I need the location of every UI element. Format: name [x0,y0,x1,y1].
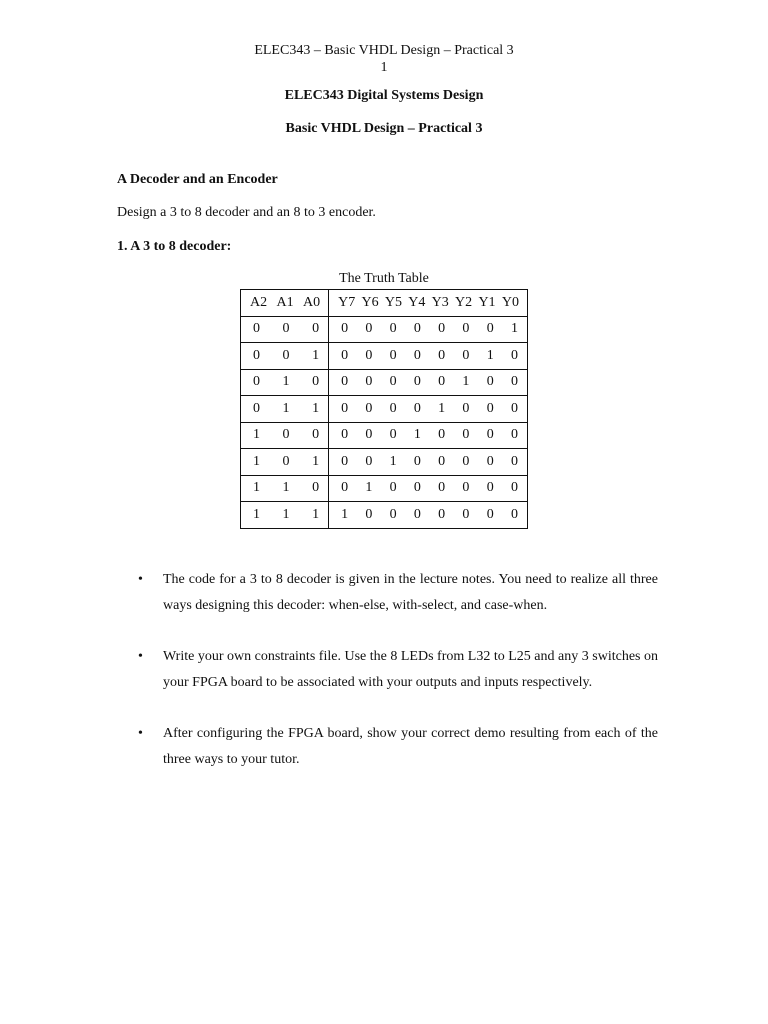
output-bit: 0 [365,400,373,416]
output-bit: 1 [486,347,494,363]
output-values-cell [329,369,528,396]
input-values-cell [241,369,329,396]
output-header-label: Y5 [384,294,402,310]
output-bit: 0 [389,506,397,522]
input-bit: 0 [312,480,320,496]
output-bit: 0 [462,453,470,469]
output-header-label: Y6 [361,294,379,310]
output-bit: 0 [486,400,494,416]
output-bit: 0 [486,480,494,496]
output-bit: 0 [510,427,518,443]
input-header-cell [241,290,329,317]
input-bit: 0 [312,427,320,443]
output-bit: 0 [341,374,349,390]
output-values-cell [329,449,528,476]
bullet-icon: • [138,649,143,664]
output-bit: 0 [341,400,349,416]
output-bit: 0 [389,374,397,390]
instruction-item [138,721,658,773]
input-header-label: A2 [250,294,268,310]
instruction-item [138,567,658,619]
output-bit: 0 [486,427,494,443]
input-values-cell [241,396,329,423]
instruction-text: Write your own constraints file. Use the 8 LEDs from L32 to L25 and any 3 switches on your FPGA board to be associated with your outputs and inputs respectively. [163,649,658,690]
document-title: ELEC343 Digital Systems Design [284,88,484,103]
output-values-cell [329,396,528,423]
input-bit: 0 [253,374,260,390]
truth-table-row [241,475,528,502]
instruction-text: The code for a 3 to 8 decoder is given in the lecture notes. You need to realize all three ways designing this decoder: when-else, with-select, and case-when. [163,572,658,613]
instruction-text: After configuring the FPGA board, show your correct demo resulting from each of the three ways to your tutor. [163,726,658,767]
output-bit: 0 [413,321,421,337]
input-bit: 1 [282,506,290,522]
input-bit: 1 [312,453,320,469]
input-bit: 0 [282,347,290,363]
output-bit: 0 [510,400,518,416]
document-subtitle: Basic VHDL Design – Practical 3 [285,121,483,136]
output-bit: 0 [365,347,373,363]
output-bit: 0 [389,400,397,416]
truth-table-header-row [241,290,528,317]
output-bit: 0 [341,480,349,496]
input-values-cell [241,343,329,370]
output-values-cell [329,422,528,449]
input-bit: 0 [312,374,320,390]
output-bit: 0 [462,347,470,363]
input-bit: 1 [253,453,260,469]
input-bit: 1 [253,427,260,443]
output-bit: 0 [365,321,373,337]
bullet-icon: • [138,726,143,741]
input-values-cell [241,502,329,529]
input-bit: 1 [312,400,320,416]
input-bit: 0 [253,400,260,416]
input-header-label: A0 [302,294,321,310]
output-bit: 0 [413,506,421,522]
output-bit: 0 [510,480,518,496]
output-bit: 0 [413,480,421,496]
truth-table-row [241,343,528,370]
output-bit: 0 [486,374,494,390]
input-bit: 0 [282,427,290,443]
input-bit: 1 [312,506,320,522]
output-bit: 0 [438,347,446,363]
input-bit: 0 [282,453,290,469]
output-bit: 0 [341,321,349,337]
output-bit: 0 [510,453,518,469]
output-values-cell [329,502,528,529]
output-bit: 1 [413,427,421,443]
input-header-label: A1 [276,294,294,310]
input-bit: 1 [253,506,260,522]
output-bit: 0 [365,374,373,390]
input-bit: 1 [282,400,290,416]
input-values-cell [241,475,329,502]
truth-table [240,289,528,529]
page-header: ELEC343 – Basic VHDL Design – Practical 3 [254,43,514,58]
output-bit: 0 [438,480,446,496]
output-bit: 1 [365,480,373,496]
input-values-cell [241,316,329,343]
output-values-cell [329,316,528,343]
input-bit: 0 [312,321,320,337]
output-bit: 0 [413,374,421,390]
output-bit: 0 [462,400,470,416]
output-bit: 0 [413,347,421,363]
output-bit: 0 [413,453,421,469]
output-values-cell [329,343,528,370]
instructions-list [138,567,658,773]
output-bit: 0 [510,506,518,522]
output-bit: 0 [341,427,349,443]
output-bit: 0 [486,506,494,522]
input-bit: 1 [282,374,290,390]
input-bit: 0 [253,347,260,363]
output-bit: 0 [438,374,446,390]
output-bit: 0 [365,506,373,522]
output-bit: 0 [341,453,349,469]
output-bit: 0 [389,480,397,496]
output-bit: 0 [438,321,446,337]
instruction-item [138,644,658,696]
bullet-icon: • [138,572,143,587]
output-bit: 0 [510,374,518,390]
input-bit: 1 [282,480,290,496]
output-bit: 0 [438,453,446,469]
output-bit: 0 [438,506,446,522]
output-header-label: Y3 [431,294,449,310]
page-number: 1 [380,60,388,75]
output-bit: 0 [462,480,470,496]
input-values-cell [241,449,329,476]
output-bit: 0 [486,321,494,337]
truth-table-row [241,316,528,343]
output-header-label: Y2 [455,294,473,310]
output-bit: 0 [389,347,397,363]
input-bit: 0 [282,321,290,337]
output-bit: 1 [389,453,397,469]
input-values-cell [241,422,329,449]
output-bit: 0 [510,347,518,363]
truth-table-row [241,422,528,449]
output-bit: 0 [389,427,397,443]
output-bit: 0 [365,453,373,469]
subsection-heading: 1. A 3 to 8 decoder: [117,239,232,254]
output-header-label: Y0 [501,294,519,310]
output-bit: 0 [389,321,397,337]
output-bit: 0 [341,347,349,363]
input-bit: 0 [253,321,260,337]
output-bit: 1 [510,321,518,337]
truth-table-row [241,396,528,423]
section-intro: Design a 3 to 8 decoder and an 8 to 3 encoder. [117,205,376,220]
output-bit: 0 [462,427,470,443]
output-bit: 0 [365,427,373,443]
truth-table-row [241,369,528,396]
output-header-label: Y7 [338,294,356,310]
output-values-cell [329,475,528,502]
truth-table-row [241,449,528,476]
output-bit: 1 [438,400,446,416]
output-bit: 0 [462,506,470,522]
output-bit: 1 [462,374,470,390]
output-bit: 0 [413,400,421,416]
truth-table-caption: The Truth Table [339,271,429,286]
output-bit: 0 [438,427,446,443]
input-bit: 1 [312,347,320,363]
input-bit: 1 [253,480,260,496]
output-bit: 0 [462,321,470,337]
output-header-cell [329,290,528,317]
truth-table-row [241,502,528,529]
output-bit: 0 [486,453,494,469]
output-bit: 1 [341,506,349,522]
output-header-label: Y4 [408,294,426,310]
section-heading: A Decoder and an Encoder [117,172,278,187]
output-header-label: Y1 [478,294,496,310]
